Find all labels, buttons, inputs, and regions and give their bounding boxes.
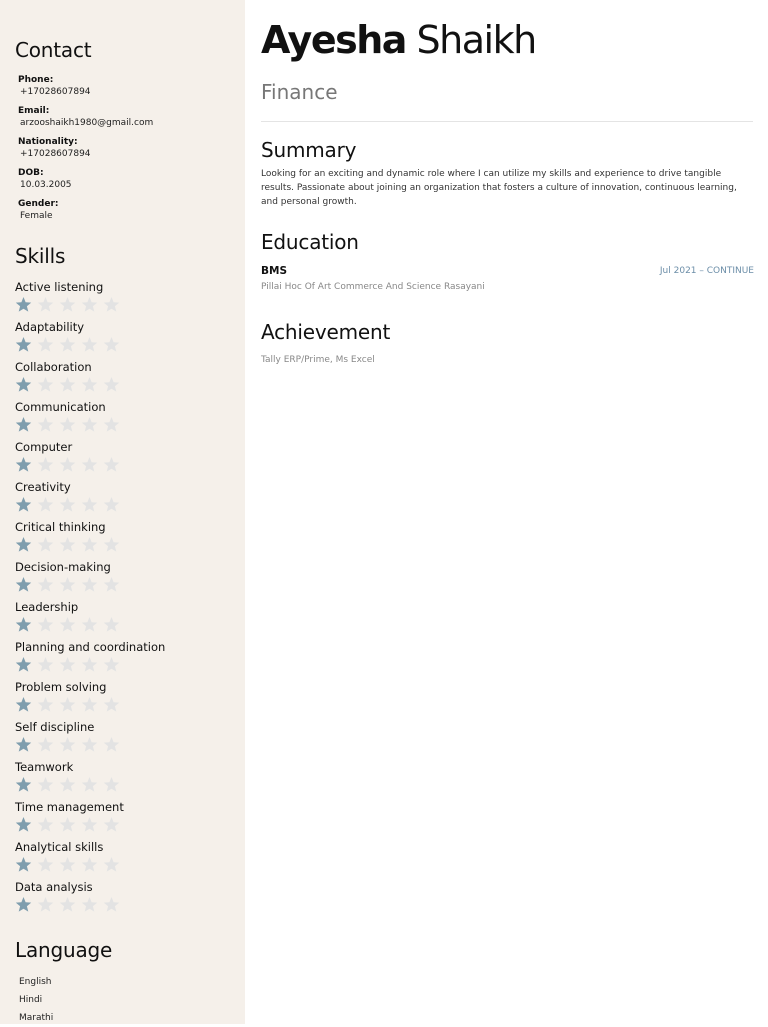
star-filled-icon [15, 376, 32, 393]
star-empty-icon [59, 776, 76, 793]
star-empty-icon [103, 576, 120, 593]
star-filled-icon [15, 536, 32, 553]
skill-name: Critical thinking [15, 520, 106, 534]
skill-name: Self discipline [15, 720, 95, 734]
star-empty-icon [81, 616, 98, 633]
star-empty-icon [81, 856, 98, 873]
star-empty-icon [81, 456, 98, 473]
contact-label: Phone: [18, 75, 54, 85]
summary-text: Looking for an exciting and dynamic role where I can utilize my skills and experience to drive tangible results. Passionate about joining an organization that fosters a culture of innovation, continuous learning, and personal growth. [261, 169, 737, 207]
skill-item [15, 759, 165, 799]
skill-rating [15, 576, 165, 593]
star-empty-icon [81, 376, 98, 393]
star-empty-icon [59, 856, 76, 873]
star-filled-icon [15, 576, 32, 593]
summary-heading: Summary [261, 138, 357, 162]
skill-rating [15, 696, 165, 713]
star-empty-icon [103, 296, 120, 313]
star-empty-icon [103, 816, 120, 833]
star-filled-icon [15, 736, 32, 753]
skill-rating [15, 616, 165, 633]
star-empty-icon [103, 376, 120, 393]
star-empty-icon [103, 776, 120, 793]
star-filled-icon [15, 496, 32, 513]
skill-rating [15, 336, 165, 353]
star-filled-icon [15, 896, 32, 913]
star-empty-icon [103, 496, 120, 513]
skill-rating [15, 816, 165, 833]
star-filled-icon [15, 416, 32, 433]
skill-name: Collaboration [15, 360, 92, 374]
star-empty-icon [37, 616, 54, 633]
language-item: English [19, 977, 52, 987]
education-date: Jul 2021 – CONTINUE [659, 266, 754, 276]
contact-label: Email: [18, 106, 50, 116]
star-filled-icon [15, 656, 32, 673]
full-name [261, 18, 536, 62]
star-empty-icon [37, 856, 54, 873]
skill-rating [15, 896, 165, 913]
skill-item [15, 319, 165, 359]
star-empty-icon [37, 576, 54, 593]
star-empty-icon [81, 696, 98, 713]
skill-name: Computer [15, 440, 73, 454]
star-empty-icon [81, 816, 98, 833]
star-empty-icon [59, 376, 76, 393]
star-empty-icon [81, 776, 98, 793]
star-empty-icon [59, 336, 76, 353]
achievement-heading: Achievement [261, 320, 391, 344]
star-empty-icon [81, 496, 98, 513]
star-empty-icon [59, 656, 76, 673]
star-empty-icon [81, 296, 98, 313]
skill-rating [15, 376, 165, 393]
skill-item [15, 439, 165, 479]
contact-value: +17028607894 [20, 87, 91, 97]
skill-item [15, 359, 165, 399]
star-filled-icon [15, 696, 32, 713]
skill-item [15, 279, 165, 319]
star-empty-icon [103, 856, 120, 873]
contact-value: arzooshaikh1980@gmail.com [20, 118, 154, 128]
star-filled-icon [15, 296, 32, 313]
skill-rating [15, 496, 165, 513]
star-filled-icon [15, 816, 32, 833]
contact-value: +17028607894 [20, 149, 91, 159]
language-list [19, 973, 53, 1027]
star-empty-icon [37, 336, 54, 353]
star-filled-icon [15, 456, 32, 473]
star-empty-icon [59, 736, 76, 753]
star-filled-icon [15, 616, 32, 633]
skill-item [15, 519, 165, 559]
skill-rating [15, 656, 165, 673]
star-empty-icon [37, 536, 54, 553]
skill-name: Teamwork [15, 760, 74, 774]
first-name: Ayesha [261, 18, 406, 62]
star-empty-icon [59, 696, 76, 713]
skill-item [15, 799, 165, 839]
skill-item [15, 559, 165, 599]
contact-label: Nationality: [18, 137, 78, 147]
star-empty-icon [37, 456, 54, 473]
star-empty-icon [103, 896, 120, 913]
education-degree: BMS [261, 265, 288, 277]
star-filled-icon [15, 776, 32, 793]
star-empty-icon [103, 656, 120, 673]
last-name: Shaikh [416, 18, 536, 62]
skill-name: Planning and coordination [15, 640, 166, 654]
skill-name: Decision-making [15, 560, 111, 574]
star-empty-icon [37, 736, 54, 753]
star-empty-icon [81, 656, 98, 673]
star-empty-icon [37, 416, 54, 433]
skill-item [15, 719, 165, 759]
star-empty-icon [81, 576, 98, 593]
star-empty-icon [59, 616, 76, 633]
star-empty-icon [103, 416, 120, 433]
skills-list [15, 279, 165, 919]
contact-heading: Contact [15, 38, 92, 62]
skill-rating [15, 856, 165, 873]
skill-rating [15, 416, 165, 433]
skill-item [15, 399, 165, 439]
skill-name: Communication [15, 400, 106, 414]
star-empty-icon [103, 336, 120, 353]
star-empty-icon [59, 536, 76, 553]
star-empty-icon [37, 696, 54, 713]
star-empty-icon [59, 576, 76, 593]
skill-rating [15, 536, 165, 553]
contact-label: DOB: [18, 168, 44, 178]
main-content [245, 0, 768, 1024]
language-item: Hindi [19, 995, 43, 1005]
star-empty-icon [37, 656, 54, 673]
star-empty-icon [37, 776, 54, 793]
skill-rating [15, 456, 165, 473]
star-empty-icon [37, 296, 54, 313]
star-empty-icon [81, 896, 98, 913]
skill-name: Time management [15, 800, 124, 814]
skill-rating [15, 776, 165, 793]
star-empty-icon [59, 416, 76, 433]
star-empty-icon [59, 496, 76, 513]
star-empty-icon [37, 496, 54, 513]
sidebar [0, 0, 245, 1024]
star-empty-icon [81, 736, 98, 753]
skill-item [15, 599, 165, 639]
achievement-text: Tally ERP/Prime, Ms Excel [261, 355, 375, 365]
language-item: Marathi [19, 1013, 54, 1023]
star-empty-icon [103, 736, 120, 753]
contact-list [18, 74, 153, 229]
star-empty-icon [103, 536, 120, 553]
skill-name: Adaptability [15, 320, 85, 334]
star-empty-icon [81, 536, 98, 553]
star-empty-icon [59, 456, 76, 473]
skill-name: Active listening [15, 280, 104, 294]
skill-rating [15, 296, 165, 313]
star-filled-icon [15, 336, 32, 353]
star-empty-icon [59, 896, 76, 913]
language-heading: Language [15, 938, 113, 962]
star-empty-icon [59, 296, 76, 313]
star-empty-icon [37, 816, 54, 833]
star-empty-icon [81, 416, 98, 433]
star-filled-icon [15, 856, 32, 873]
skill-item [15, 479, 165, 519]
skill-item [15, 839, 165, 879]
contact-label: Gender: [18, 199, 59, 209]
contact-value: 10.03.2005 [20, 180, 72, 190]
star-empty-icon [59, 816, 76, 833]
education-school: Pillai Hoc Of Art Commerce And Science Rasayani [261, 282, 485, 292]
star-empty-icon [37, 896, 54, 913]
skill-item [15, 879, 165, 919]
skill-name: Creativity [15, 480, 71, 494]
star-empty-icon [103, 616, 120, 633]
job-title: Finance [261, 80, 338, 104]
skills-heading: Skills [15, 244, 66, 268]
skill-name: Problem solving [15, 680, 107, 694]
skill-name: Leadership [15, 600, 79, 614]
skill-item [15, 679, 165, 719]
education-heading: Education [261, 230, 359, 254]
header-divider [261, 121, 753, 122]
star-empty-icon [81, 336, 98, 353]
star-empty-icon [103, 696, 120, 713]
skill-rating [15, 736, 165, 753]
star-empty-icon [103, 456, 120, 473]
skill-item [15, 639, 165, 679]
contact-value: Female [20, 211, 53, 221]
skill-name: Data analysis [15, 880, 93, 894]
skill-name: Analytical skills [15, 840, 104, 854]
star-empty-icon [37, 376, 54, 393]
